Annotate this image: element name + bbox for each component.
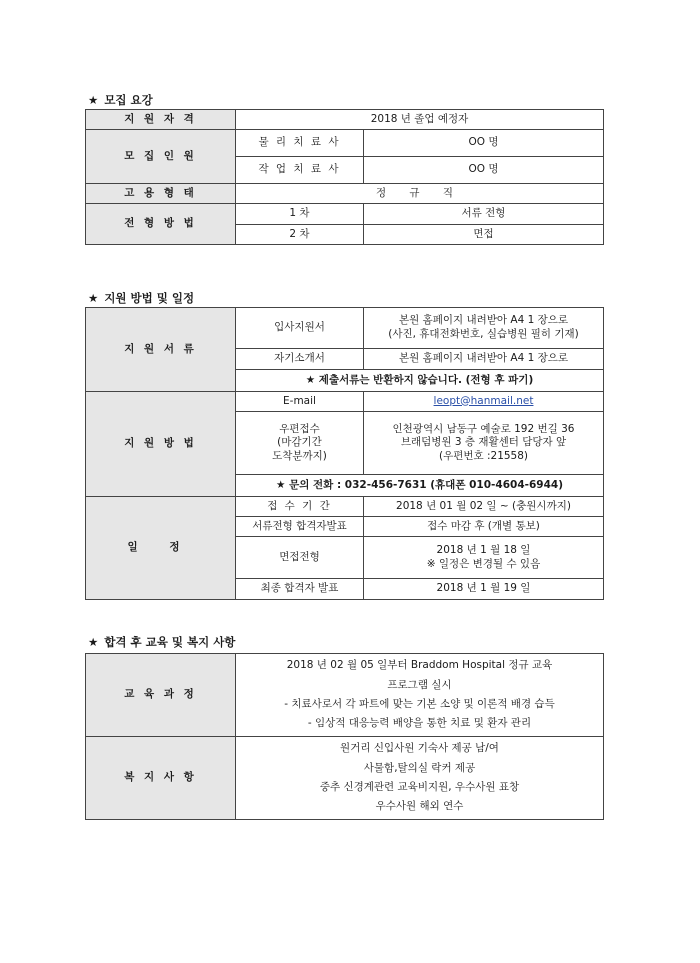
role-occupational-therapist: 작 업 치 료 사	[236, 157, 364, 184]
section-title-recruitment	[88, 92, 153, 108]
qualification-value: 2018 년 졸업 예정자	[236, 110, 604, 130]
application-form-name: 입사지원서	[236, 308, 364, 349]
selection-method-label: 전 형 방 법	[86, 204, 236, 245]
application-table	[85, 307, 604, 600]
employment-type-value: 정 규 직	[236, 184, 604, 204]
table-row	[86, 737, 604, 820]
documents-note: ★ 제출서류는 반환하지 않습니다. (전형 후 파기)	[236, 370, 604, 392]
table-row	[86, 654, 604, 737]
documents-label: 지 원 서 류	[86, 308, 236, 392]
table-row	[86, 110, 604, 130]
schedule-value: 2018 년 01 월 02 일 ~ (충원시까지)	[364, 497, 604, 517]
application-form-desc: 본원 홈페이지 내려받아 A4 1 장으로 (사진, 휴대전화번호, 실습병원 필히 기재)	[364, 308, 604, 349]
welfare-table	[85, 653, 604, 820]
recruitment-table	[85, 109, 604, 245]
role-count: OO 명	[364, 157, 604, 184]
table-row	[86, 497, 604, 517]
welfare-label: 복 지 사 항	[86, 737, 236, 820]
selection-stage: 2 차	[236, 225, 364, 245]
section-title-text: 합격 후 교육 및 복지 사항	[104, 635, 236, 649]
apply-method-label: 지 원 방 법	[86, 392, 236, 497]
recruit-count-label: 모 집 인 원	[86, 130, 236, 184]
section-title-application	[88, 290, 194, 306]
schedule-name: 서류전형 합격자발표	[236, 517, 364, 537]
schedule-value: 2018 년 1 월 19 일	[364, 579, 604, 600]
email-link[interactable]: leopt@hanmail.net	[364, 392, 604, 412]
selection-method: 면접	[364, 225, 604, 245]
role-count: OO 명	[364, 130, 604, 157]
schedule-name: 접 수 기 간	[236, 497, 364, 517]
post-address: 인천광역시 남동구 예술로 192 번길 36 브래덤병원 3 층 재활센터 담당자 앞 (우편번호 :21558)	[364, 412, 604, 475]
contact-phone: ★ 문의 전화 : 032-456-7631 (휴대폰 010-4604-6944)	[236, 475, 604, 497]
self-intro-name: 자기소개서	[236, 349, 364, 370]
education-label: 교 육 과 정	[86, 654, 236, 737]
schedule-name: 최종 합격자 발표	[236, 579, 364, 600]
table-row	[86, 392, 604, 412]
schedule-value: 접수 마감 후 (개별 통보)	[364, 517, 604, 537]
star-icon: ★	[88, 93, 99, 107]
table-row	[86, 130, 604, 157]
role-physical-therapist: 물 리 치 료 사	[236, 130, 364, 157]
qualification-label: 지 원 자 격	[86, 110, 236, 130]
table-row	[86, 184, 604, 204]
employment-type-label: 고 용 형 태	[86, 184, 236, 204]
table-row	[86, 204, 604, 225]
schedule-value: 2018 년 1 월 18 일 ※ 일정은 변경될 수 있음	[364, 537, 604, 579]
selection-stage: 1 차	[236, 204, 364, 225]
star-icon: ★	[88, 635, 99, 649]
self-intro-desc: 본원 홈페이지 내려받아 A4 1 장으로	[364, 349, 604, 370]
table-row	[86, 308, 604, 349]
post-name: 우편접수 (마감기간 도착분까지)	[236, 412, 364, 475]
star-icon: ★	[88, 291, 99, 305]
education-content: 2018 년 02 월 05 일부터 Braddom Hospital 정규 교육 프로그램 실시 - 치료사로서 각 파트에 맞는 기본 소양 및 이론적 배경 습득 - 임상적 대응능력 배양을 통한 치료 및 환자 관리	[236, 654, 604, 737]
section-title-welfare	[88, 634, 235, 650]
selection-method: 서류 전형	[364, 204, 604, 225]
welfare-content: 원거리 신입사원 기숙사 제공 남/여 사물함,탈의실 락커 제공 중추 신경계관련 교육비지원, 우수사원 표창 우수사원 해외 연수	[236, 737, 604, 820]
schedule-name: 면접전형	[236, 537, 364, 579]
section-title-text: 모집 요강	[104, 93, 153, 107]
schedule-label: 일 정	[86, 497, 236, 600]
section-title-text: 지원 방법 및 일정	[104, 291, 195, 305]
email-name: E-mail	[236, 392, 364, 412]
